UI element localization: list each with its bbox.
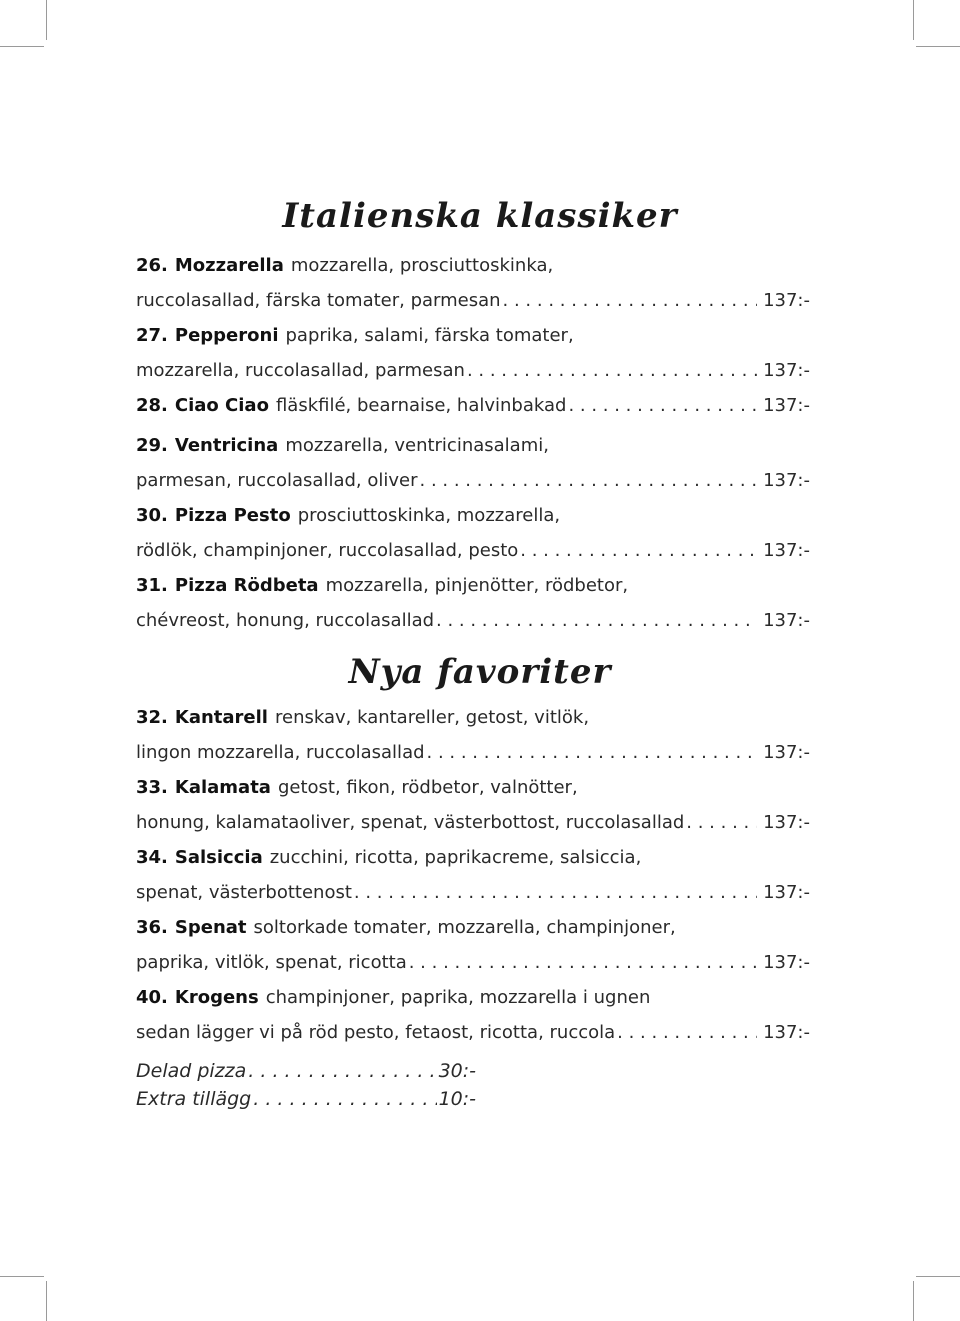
menu-item-30 bbox=[136, 498, 810, 568]
item-description: renskav, kantareller, getost, vitlök, bbox=[274, 707, 590, 728]
item-description: fläskfilé, bearnaise, halvinbakad bbox=[275, 395, 567, 416]
dot-leader bbox=[427, 735, 758, 770]
item-description-cont: lingon mozzarella, ruccolasallad bbox=[136, 742, 425, 763]
dot-leader bbox=[686, 805, 757, 840]
item-description: paprika, salami, färska tomater, bbox=[285, 325, 574, 346]
dot-leader bbox=[520, 533, 757, 568]
menu-item-26 bbox=[136, 248, 810, 318]
item-description: zucchini, ricotta, paprikacreme, salsiccia, bbox=[269, 847, 642, 868]
item-number: 40. bbox=[136, 987, 168, 1008]
item-description: getost, fikon, rödbetor, valnötter, bbox=[277, 777, 578, 798]
item-price: 137:- bbox=[763, 1022, 810, 1043]
item-number: 28. bbox=[136, 395, 168, 416]
item-name: Pepperoni bbox=[174, 325, 279, 346]
item-description-cont: honung, kalamataoliver, spenat, västerbottost, ruccolasallad bbox=[136, 812, 685, 833]
item-number: 32. bbox=[136, 707, 168, 728]
menu-item-31 bbox=[136, 568, 810, 638]
item-description-cont: sedan lägger vi på röd pesto, fetaost, ricotta, ruccola bbox=[136, 1022, 616, 1043]
item-price: 137:- bbox=[763, 395, 810, 416]
item-number: 36. bbox=[136, 917, 168, 938]
crop-mark-bottom-right-v bbox=[913, 1281, 914, 1321]
dot-leader bbox=[253, 1085, 436, 1113]
item-name: Spenat bbox=[174, 917, 247, 938]
dot-leader bbox=[436, 603, 757, 638]
dot-leader bbox=[503, 283, 758, 318]
dot-leader bbox=[420, 463, 758, 498]
extras-list bbox=[136, 1057, 476, 1113]
item-name: Krogens bbox=[174, 987, 259, 1008]
menu-item-33 bbox=[136, 770, 810, 840]
menu-item-34 bbox=[136, 840, 810, 910]
item-name: Ciao Ciao bbox=[174, 395, 269, 416]
item-number: 27. bbox=[136, 325, 168, 346]
item-price: 137:- bbox=[763, 952, 810, 973]
menu-item-40 bbox=[136, 980, 810, 1050]
item-number: 31. bbox=[136, 575, 168, 596]
menu-item-29 bbox=[136, 428, 810, 498]
menu-item-32 bbox=[136, 700, 810, 770]
item-price: 137:- bbox=[763, 812, 810, 833]
item-price: 137:- bbox=[763, 742, 810, 763]
item-price: 137:- bbox=[763, 610, 810, 631]
crop-mark-top-right-v bbox=[913, 0, 914, 40]
extra-topping bbox=[136, 1085, 476, 1113]
dot-leader bbox=[467, 353, 757, 388]
item-description-cont: paprika, vitlök, spenat, ricotta bbox=[136, 952, 407, 973]
item-price: 137:- bbox=[763, 290, 810, 311]
item-name: Mozzarella bbox=[174, 255, 284, 276]
item-description: soltorkade tomater, mozzarella, champinjoner, bbox=[253, 917, 676, 938]
item-number: 26. bbox=[136, 255, 168, 276]
item-name: Pizza Pesto bbox=[174, 505, 291, 526]
menu-item-28 bbox=[136, 388, 810, 423]
extra-price: 30:- bbox=[438, 1060, 476, 1082]
crop-mark-top-left-v bbox=[46, 0, 47, 40]
dot-leader bbox=[354, 875, 757, 910]
item-description: mozzarella, pinjenötter, rödbetor, bbox=[325, 575, 629, 596]
item-description-cont: mozzarella, ruccolasallad, parmesan bbox=[136, 360, 465, 381]
item-name: Kalamata bbox=[174, 777, 271, 798]
item-description: mozzarella, prosciuttoskinka, bbox=[290, 255, 554, 276]
dot-leader bbox=[409, 945, 757, 980]
item-description-cont: parmesan, ruccolasallad, oliver bbox=[136, 470, 418, 491]
item-description-cont: spenat, västerbottenost bbox=[136, 882, 352, 903]
item-name: Salsiccia bbox=[174, 847, 263, 868]
item-number: 33. bbox=[136, 777, 168, 798]
extra-label: Extra tillägg bbox=[136, 1088, 252, 1110]
crop-mark-bottom-left-h bbox=[0, 1276, 44, 1277]
item-description-cont: ruccolasallad, färska tomater, parmesan bbox=[136, 290, 501, 311]
dot-leader bbox=[248, 1057, 436, 1085]
item-description: mozzarella, ventricinasalami, bbox=[285, 435, 549, 456]
item-number: 30. bbox=[136, 505, 168, 526]
item-description: champinjoner, paprika, mozzarella i ugnen bbox=[265, 987, 651, 1008]
section-heading-classics: Italienska klassiker bbox=[282, 196, 678, 236]
item-price: 137:- bbox=[763, 882, 810, 903]
crop-mark-top-left-h bbox=[0, 46, 44, 47]
crop-mark-bottom-right-h bbox=[916, 1276, 960, 1277]
item-price: 137:- bbox=[763, 540, 810, 561]
item-price: 137:- bbox=[763, 360, 810, 381]
menu-item-36 bbox=[136, 910, 810, 980]
item-description-cont: chévreost, honung, ruccolasallad bbox=[136, 610, 435, 631]
item-number: 29. bbox=[136, 435, 168, 456]
item-price: 137:- bbox=[763, 470, 810, 491]
crop-mark-top-right-h bbox=[916, 46, 960, 47]
extra-label: Delad pizza bbox=[136, 1060, 247, 1082]
item-name: Ventricina bbox=[174, 435, 279, 456]
extra-shared-pizza bbox=[136, 1057, 476, 1085]
item-number: 34. bbox=[136, 847, 168, 868]
item-name: Pizza Rödbeta bbox=[174, 575, 319, 596]
extra-price: 10:- bbox=[438, 1088, 476, 1110]
menu-item-27 bbox=[136, 318, 810, 388]
crop-mark-bottom-left-v bbox=[46, 1281, 47, 1321]
dot-leader bbox=[568, 388, 757, 423]
item-description-cont: rödlök, champinjoner, ruccolasallad, pesto bbox=[136, 540, 519, 561]
item-description: prosciuttoskinka, mozzarella, bbox=[297, 505, 561, 526]
section-heading-favorites: Nya favoriter bbox=[348, 652, 612, 692]
dot-leader bbox=[617, 1015, 757, 1050]
item-name: Kantarell bbox=[174, 707, 268, 728]
